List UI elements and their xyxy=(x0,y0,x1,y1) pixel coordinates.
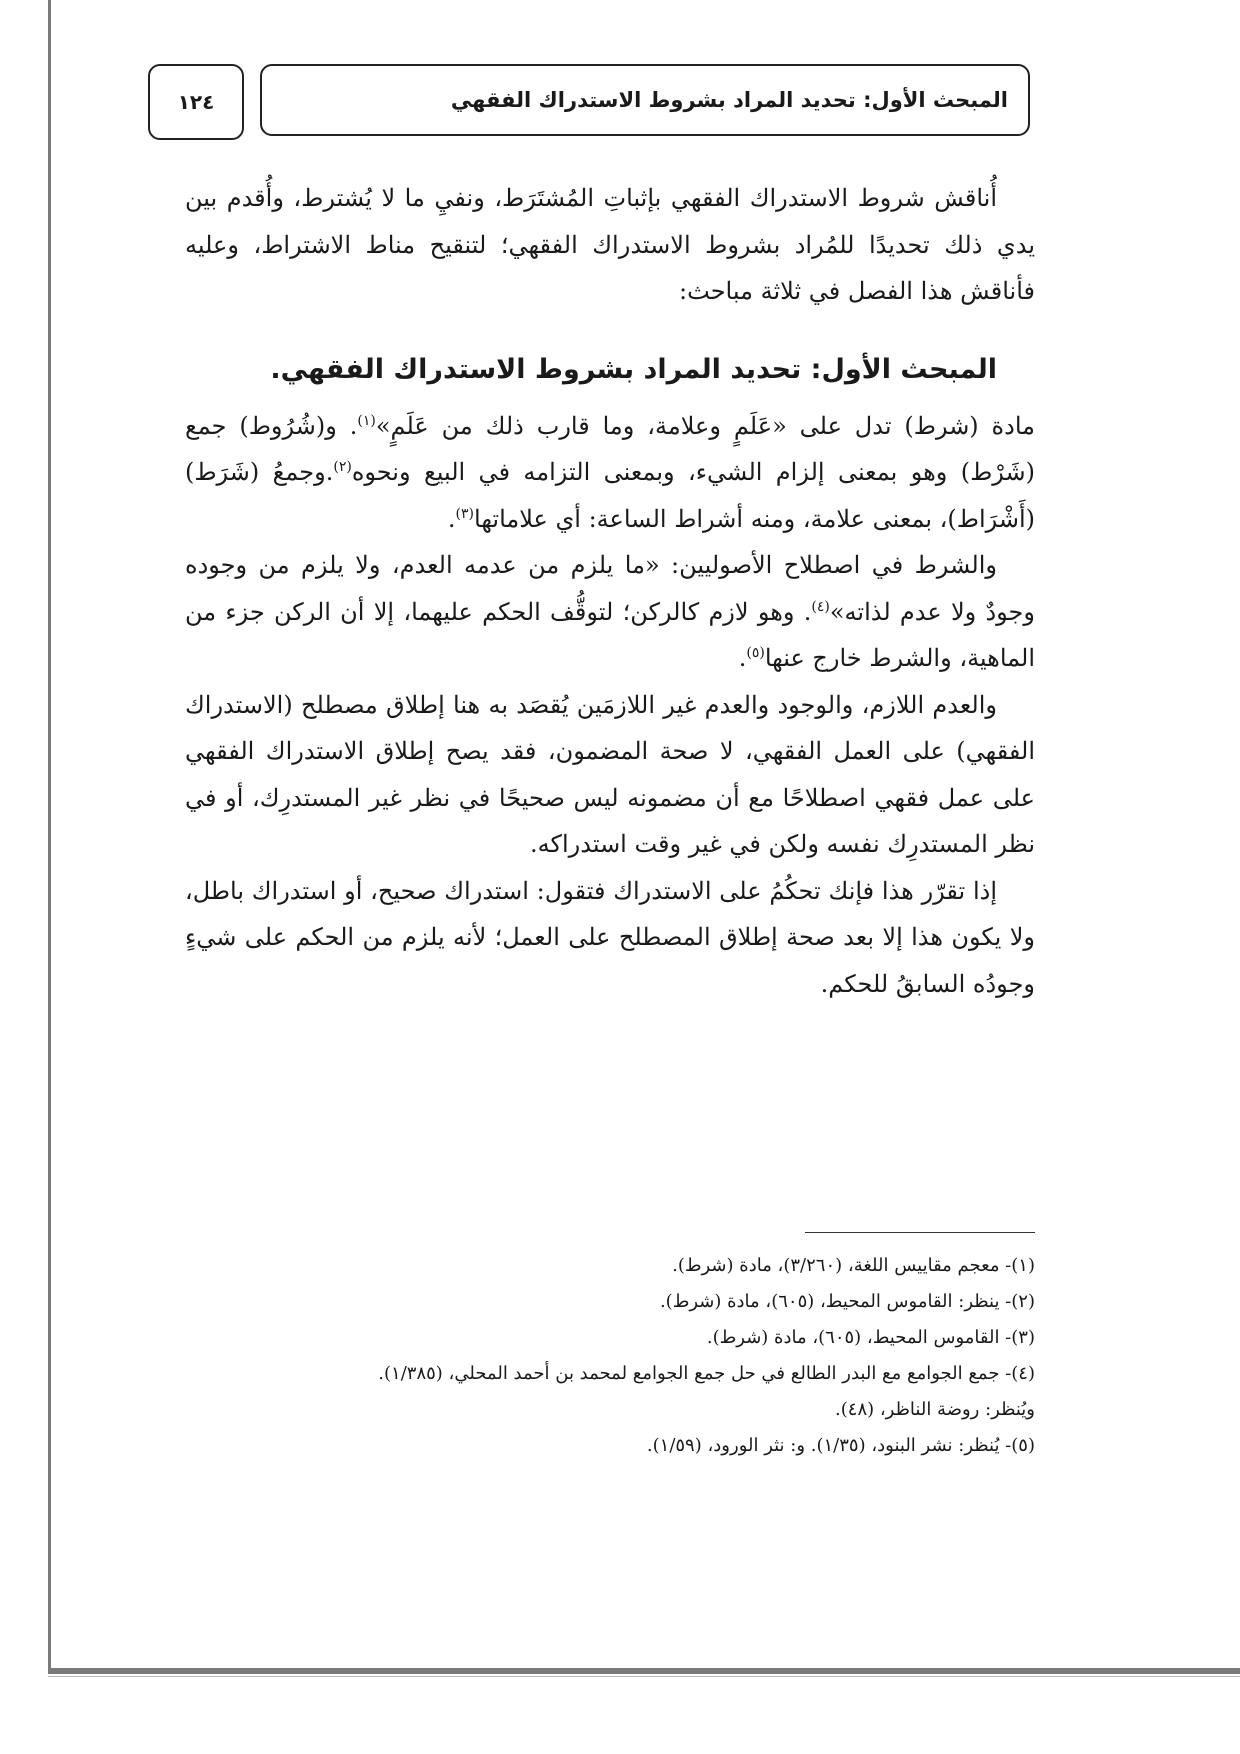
text-run: . xyxy=(447,504,456,533)
page-frame-bottom-line xyxy=(48,1676,1240,1677)
intro-paragraph: أُناقش شروط الاستدراك الفقهي بإثباتِ المُشتَرَط، ونفيِ ما لا يُشترط، وأُقدم بين يدي ذلك تحديدًا للمُراد بشروط الاستدراك الفقهي؛ لتنقيح مناط الاشتراط، وعليه فأناقش هذا الفصل في ثلاثة مباحث: xyxy=(185,184,1035,305)
footnote-4: (٤)- جمع الجوامع مع البدر الطالع في حل جمع الجوامع لمحمد بن أحمد المحلي، (١/٣٨٥). xyxy=(378,1363,1035,1384)
text-run: مادة (شرط) تدل على «عَلَمٍ وعلامة، وما قارب ذلك من عَلَمٍ» xyxy=(375,411,1035,440)
footnote-separator xyxy=(805,1232,1035,1233)
footnote-3: (٣)- القاموس المحيط، (٦٠٥)، مادة (شرط). xyxy=(706,1327,1035,1348)
paragraph-definition-usul xyxy=(185,542,1035,682)
paragraph-lazim: والعدم اللازم، والوجود والعدم غير اللازمَين يُقصَد به هنا إطلاق مصطلح (الاستدراك الفقهي) على العمل الفقهي، لا صحة المضمون، فقد يصح إطلاق الاستدراك الفقهي على عمل فقهي اصطلاحًا مع أن مضمونه ليس صحيحًا في نظر غير المستدرِك، أو في نظر المستدرِك نفسه ولكن في غير وقت استدراكه. xyxy=(185,690,1035,858)
footnote-ref-4[interactable]: (٤) xyxy=(811,598,830,615)
footnote-ref-3[interactable]: (٣) xyxy=(455,505,475,522)
footnote-2: (٢)- ينظر: القاموس المحيط، (٦٠٥)، مادة (شرط). xyxy=(659,1291,1035,1312)
page-number: ١٢٤ xyxy=(148,64,244,140)
text-run: .وجمعُ (شَرَط) (أَشْرَاط)، بمعنى علامة، ومنه أشراط الساعة: أي علاماتها xyxy=(185,458,1035,533)
footnote-1: (١)- معجم مقاييس اللغة، (٣/٢٦٠)، مادة (شرط). xyxy=(672,1255,1035,1276)
paragraph-definition-language xyxy=(185,403,1035,543)
main-text xyxy=(185,175,1035,1007)
text-run: . وهو لازم كالركن؛ لتوقُّف الحكم عليهما، إلا أن الركن جزء من الماهية، والشرط خارج عنها xyxy=(185,597,1035,672)
page-frame-left xyxy=(48,0,51,1674)
text-run: . و(شُرُوط) جمع (شَرْط) وهو بمعنى إلزام الشيء، وبمعنى التزامه في البيع ونحوه xyxy=(185,411,1035,486)
page-frame-bottom xyxy=(48,1668,1240,1674)
footnote-4-continued: ويُنظر: روضة الناظر، (٤٨). xyxy=(835,1399,1035,1420)
footnote-ref-1[interactable]: (١) xyxy=(357,412,376,429)
footnote-5: (٥)- يُنظر: نشر البنود، (١/٣٥). و: نثر الورود، (١/٥٩). xyxy=(646,1435,1035,1456)
running-header: المبحث الأول: تحديد المراد بشروط الاستدراك الفقهي xyxy=(260,64,1030,136)
footnote-ref-5[interactable]: (٥) xyxy=(746,645,765,661)
footnote-ref-2[interactable]: (٢) xyxy=(333,459,352,475)
footnotes xyxy=(185,1248,1035,1464)
text-run: والشرط في اصطلاح الأصوليين: «ما يلزم من عدمه العدم، ولا يلزم من وجوده وجودٌ ولا عدم لذاته» xyxy=(185,551,1035,626)
text-run: . xyxy=(738,644,747,672)
section-title: المبحث الأول: تحديد المراد بشروط الاستدراك الفقهي. xyxy=(270,353,997,385)
paragraph-ruling: إذا تقرّر هذا فإنك تحكُمُ على الاستدراك فتقول: استدراك صحيح، أو استدراك باطل، ولا يكون هذا إلا بعد صحة إطلاق المصطلح على العمل؛ لأنه يلزم من الحكم على شيءٍ وجودُه السابقُ للحكم. xyxy=(185,876,1035,998)
